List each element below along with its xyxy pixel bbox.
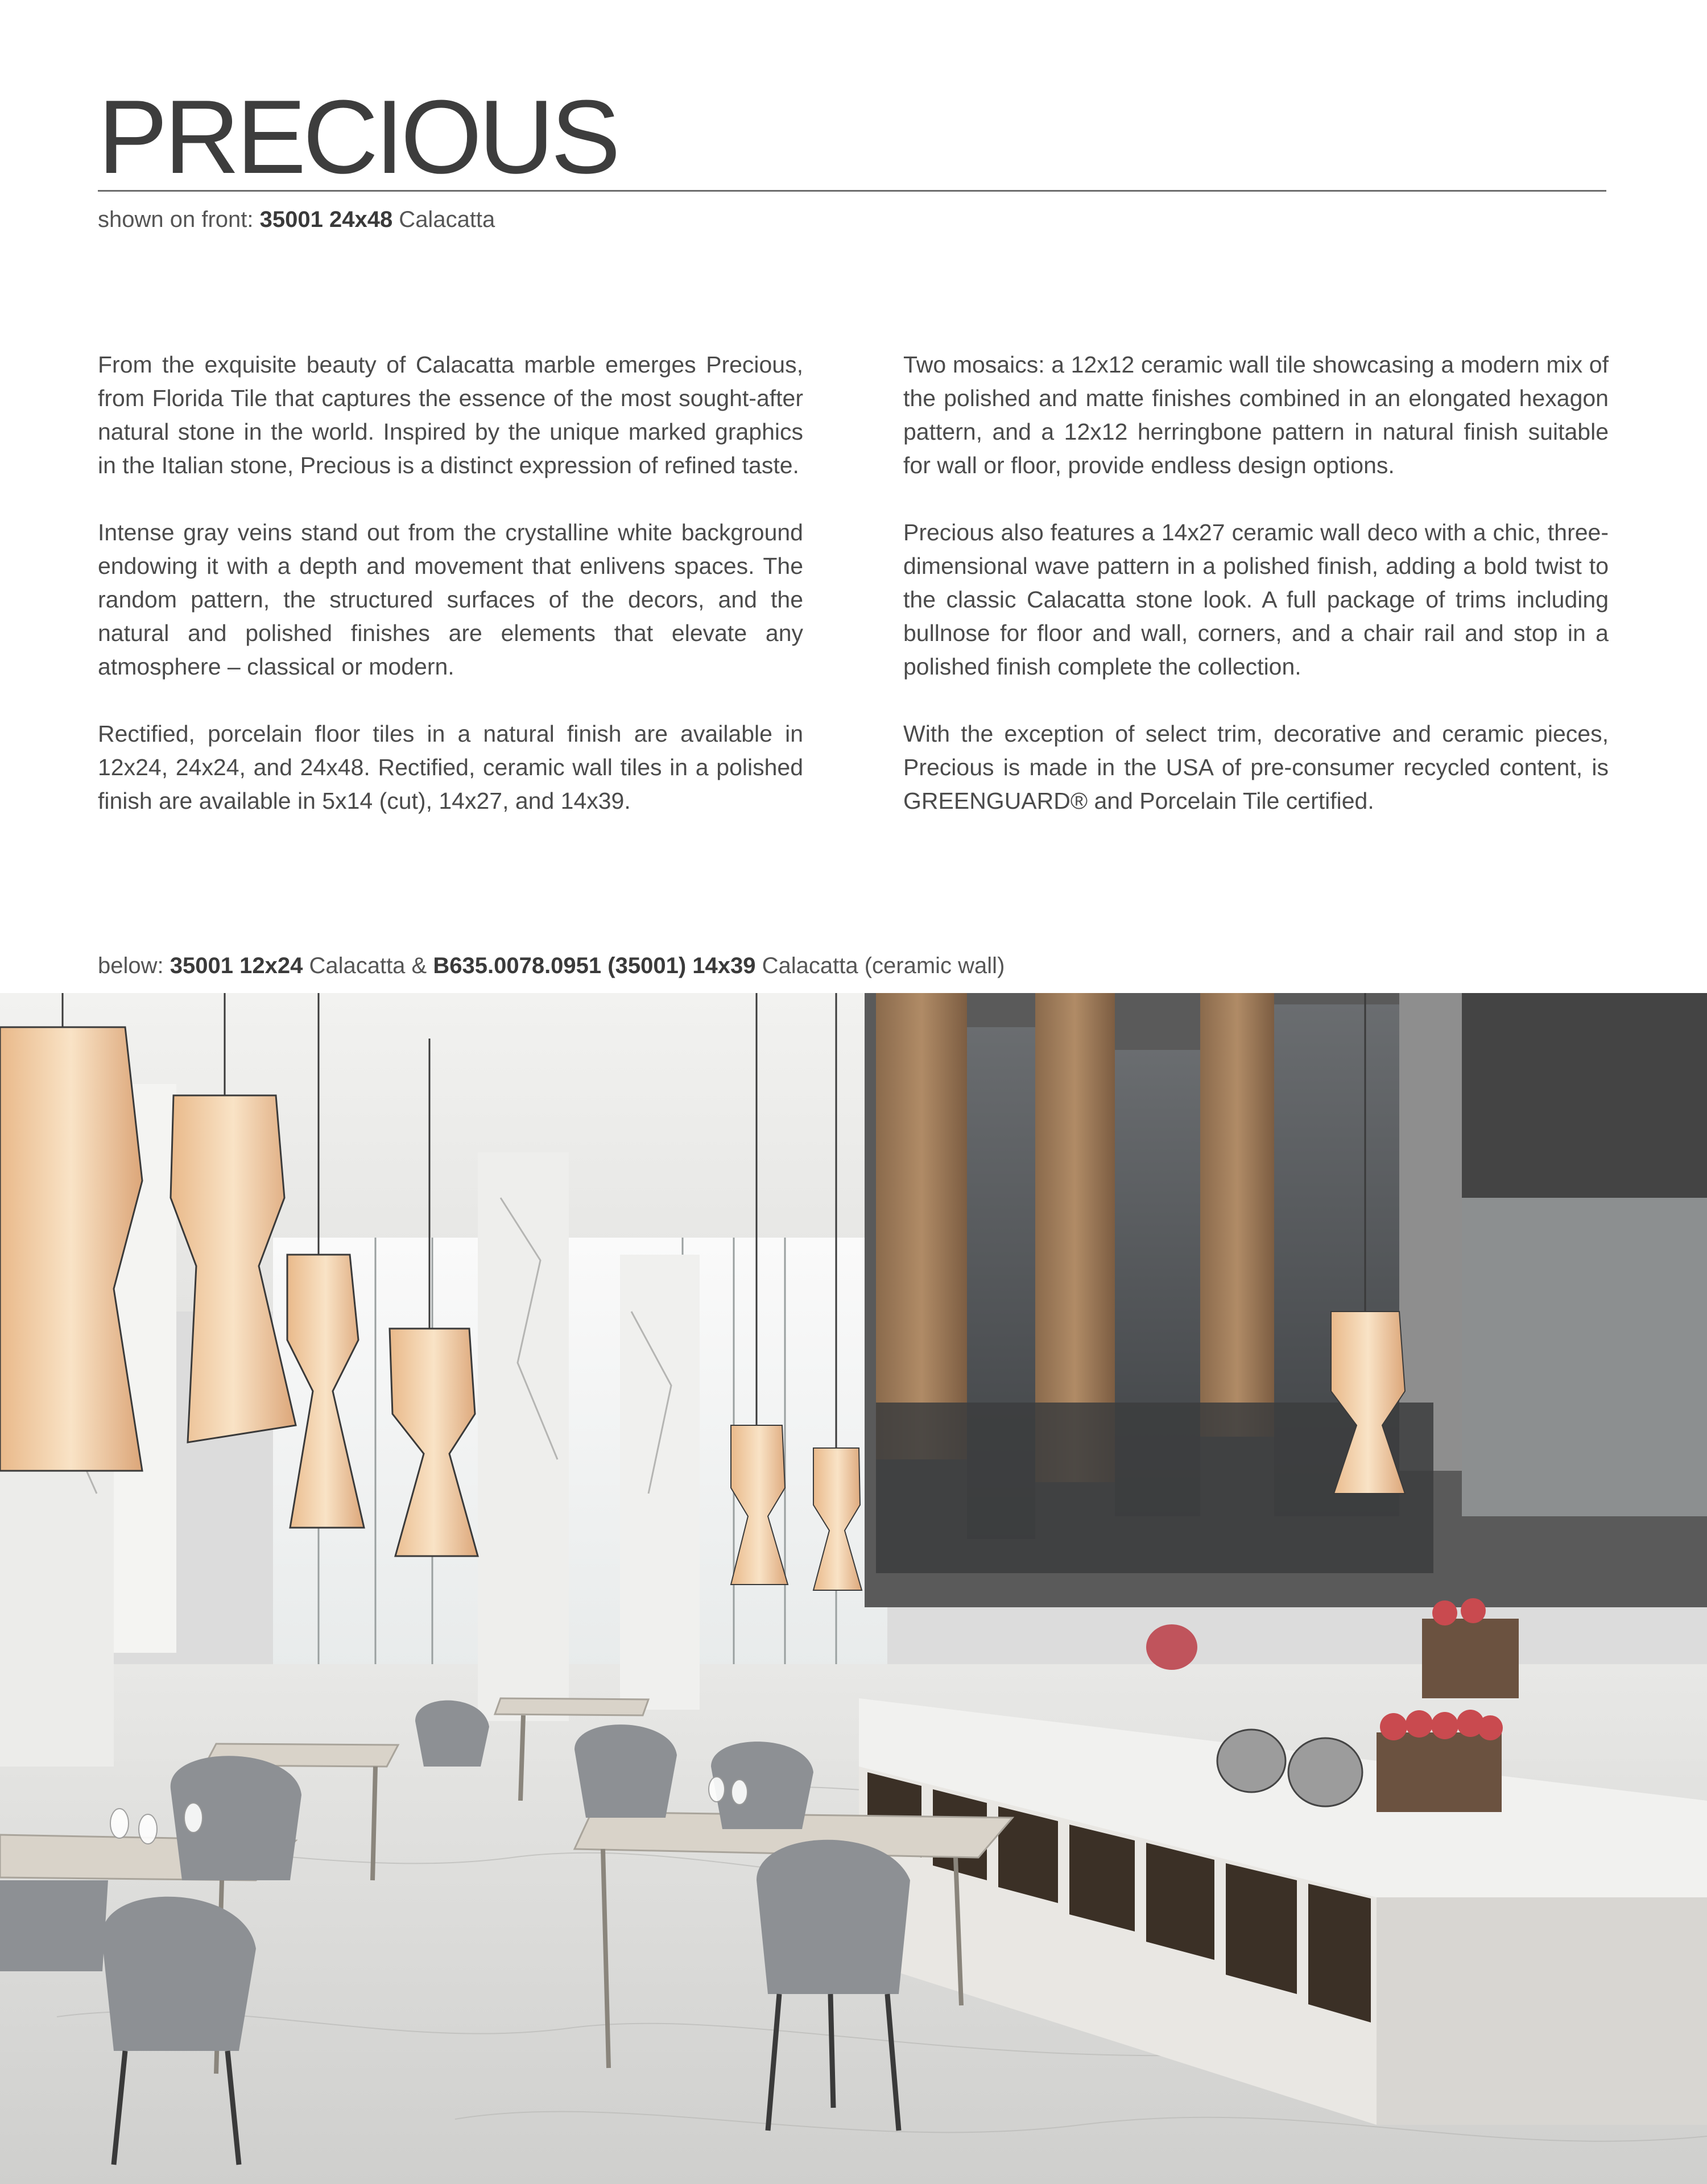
below-caption-code-1: 35001 12x24 — [170, 953, 303, 978]
below-caption-code-2: B635.0078.0951 (35001) 14x39 — [433, 953, 756, 978]
front-caption-code: 35001 24x48 — [259, 207, 393, 232]
paragraph: Intense gray veins stand out from the crystalline white background endowing it with a depth and movement that enlivens spaces. The random pattern, the structured surfaces of the decors, and the natural and polished finishes are elements that elevate any atmosphere – classical or modern. — [98, 519, 803, 680]
restaurant-interior-photo — [0, 993, 1707, 2184]
page-title: PRECIOUS — [98, 78, 618, 195]
front-caption-prefix: shown on front: — [98, 207, 260, 232]
front-caption — [98, 206, 495, 233]
right-text-column — [903, 348, 1609, 851]
below-caption — [98, 952, 1005, 979]
front-caption-suffix: Calacatta — [392, 207, 495, 232]
paragraph: From the exquisite beauty of Calacatta marble emerges Precious, from Florida Tile that captures the essence of the most sought-after natural stone in the world. Inspired by the unique marked graphics in the Italian stone, Precious is a distinct expression of refined taste. — [98, 351, 803, 478]
paragraph: Precious also features a 14x27 ceramic wall deco with a chic, three-dimensional wave pattern in a polished finish, adding a bold twist to the classic Calacatta stone look. A full package of trims including bullnose for floor and wall, corners, and a chair rail and stop in a polished finish complete the collection. — [903, 519, 1609, 680]
paragraph: Rectified, porcelain floor tiles in a natural finish are available in 12x24, 24x24, and 24x48. Rectified, ceramic wall tiles in a polished finish are available in 5x14 (cut), 14x27, and 14x39. — [98, 721, 803, 814]
title-divider — [98, 190, 1606, 192]
below-caption-suffix: Calacatta (ceramic wall) — [755, 953, 1005, 978]
below-caption-prefix: below: — [98, 953, 170, 978]
left-text-column — [98, 348, 803, 851]
below-caption-mid: Calacatta & — [303, 953, 433, 978]
paragraph: With the exception of select trim, decorative and ceramic pieces, Precious is made in the USA of pre-consumer recycled content, is GREENGUARD® and Porcelain Tile certified. — [903, 721, 1609, 814]
paragraph: Two mosaics: a 12x12 ceramic wall tile showcasing a modern mix of the polished and matte finishes combined in an elongated hexagon pattern, and a 12x12 herringbone pattern in natural finish suitable for wall or floor, provide endless design options. — [903, 351, 1609, 478]
